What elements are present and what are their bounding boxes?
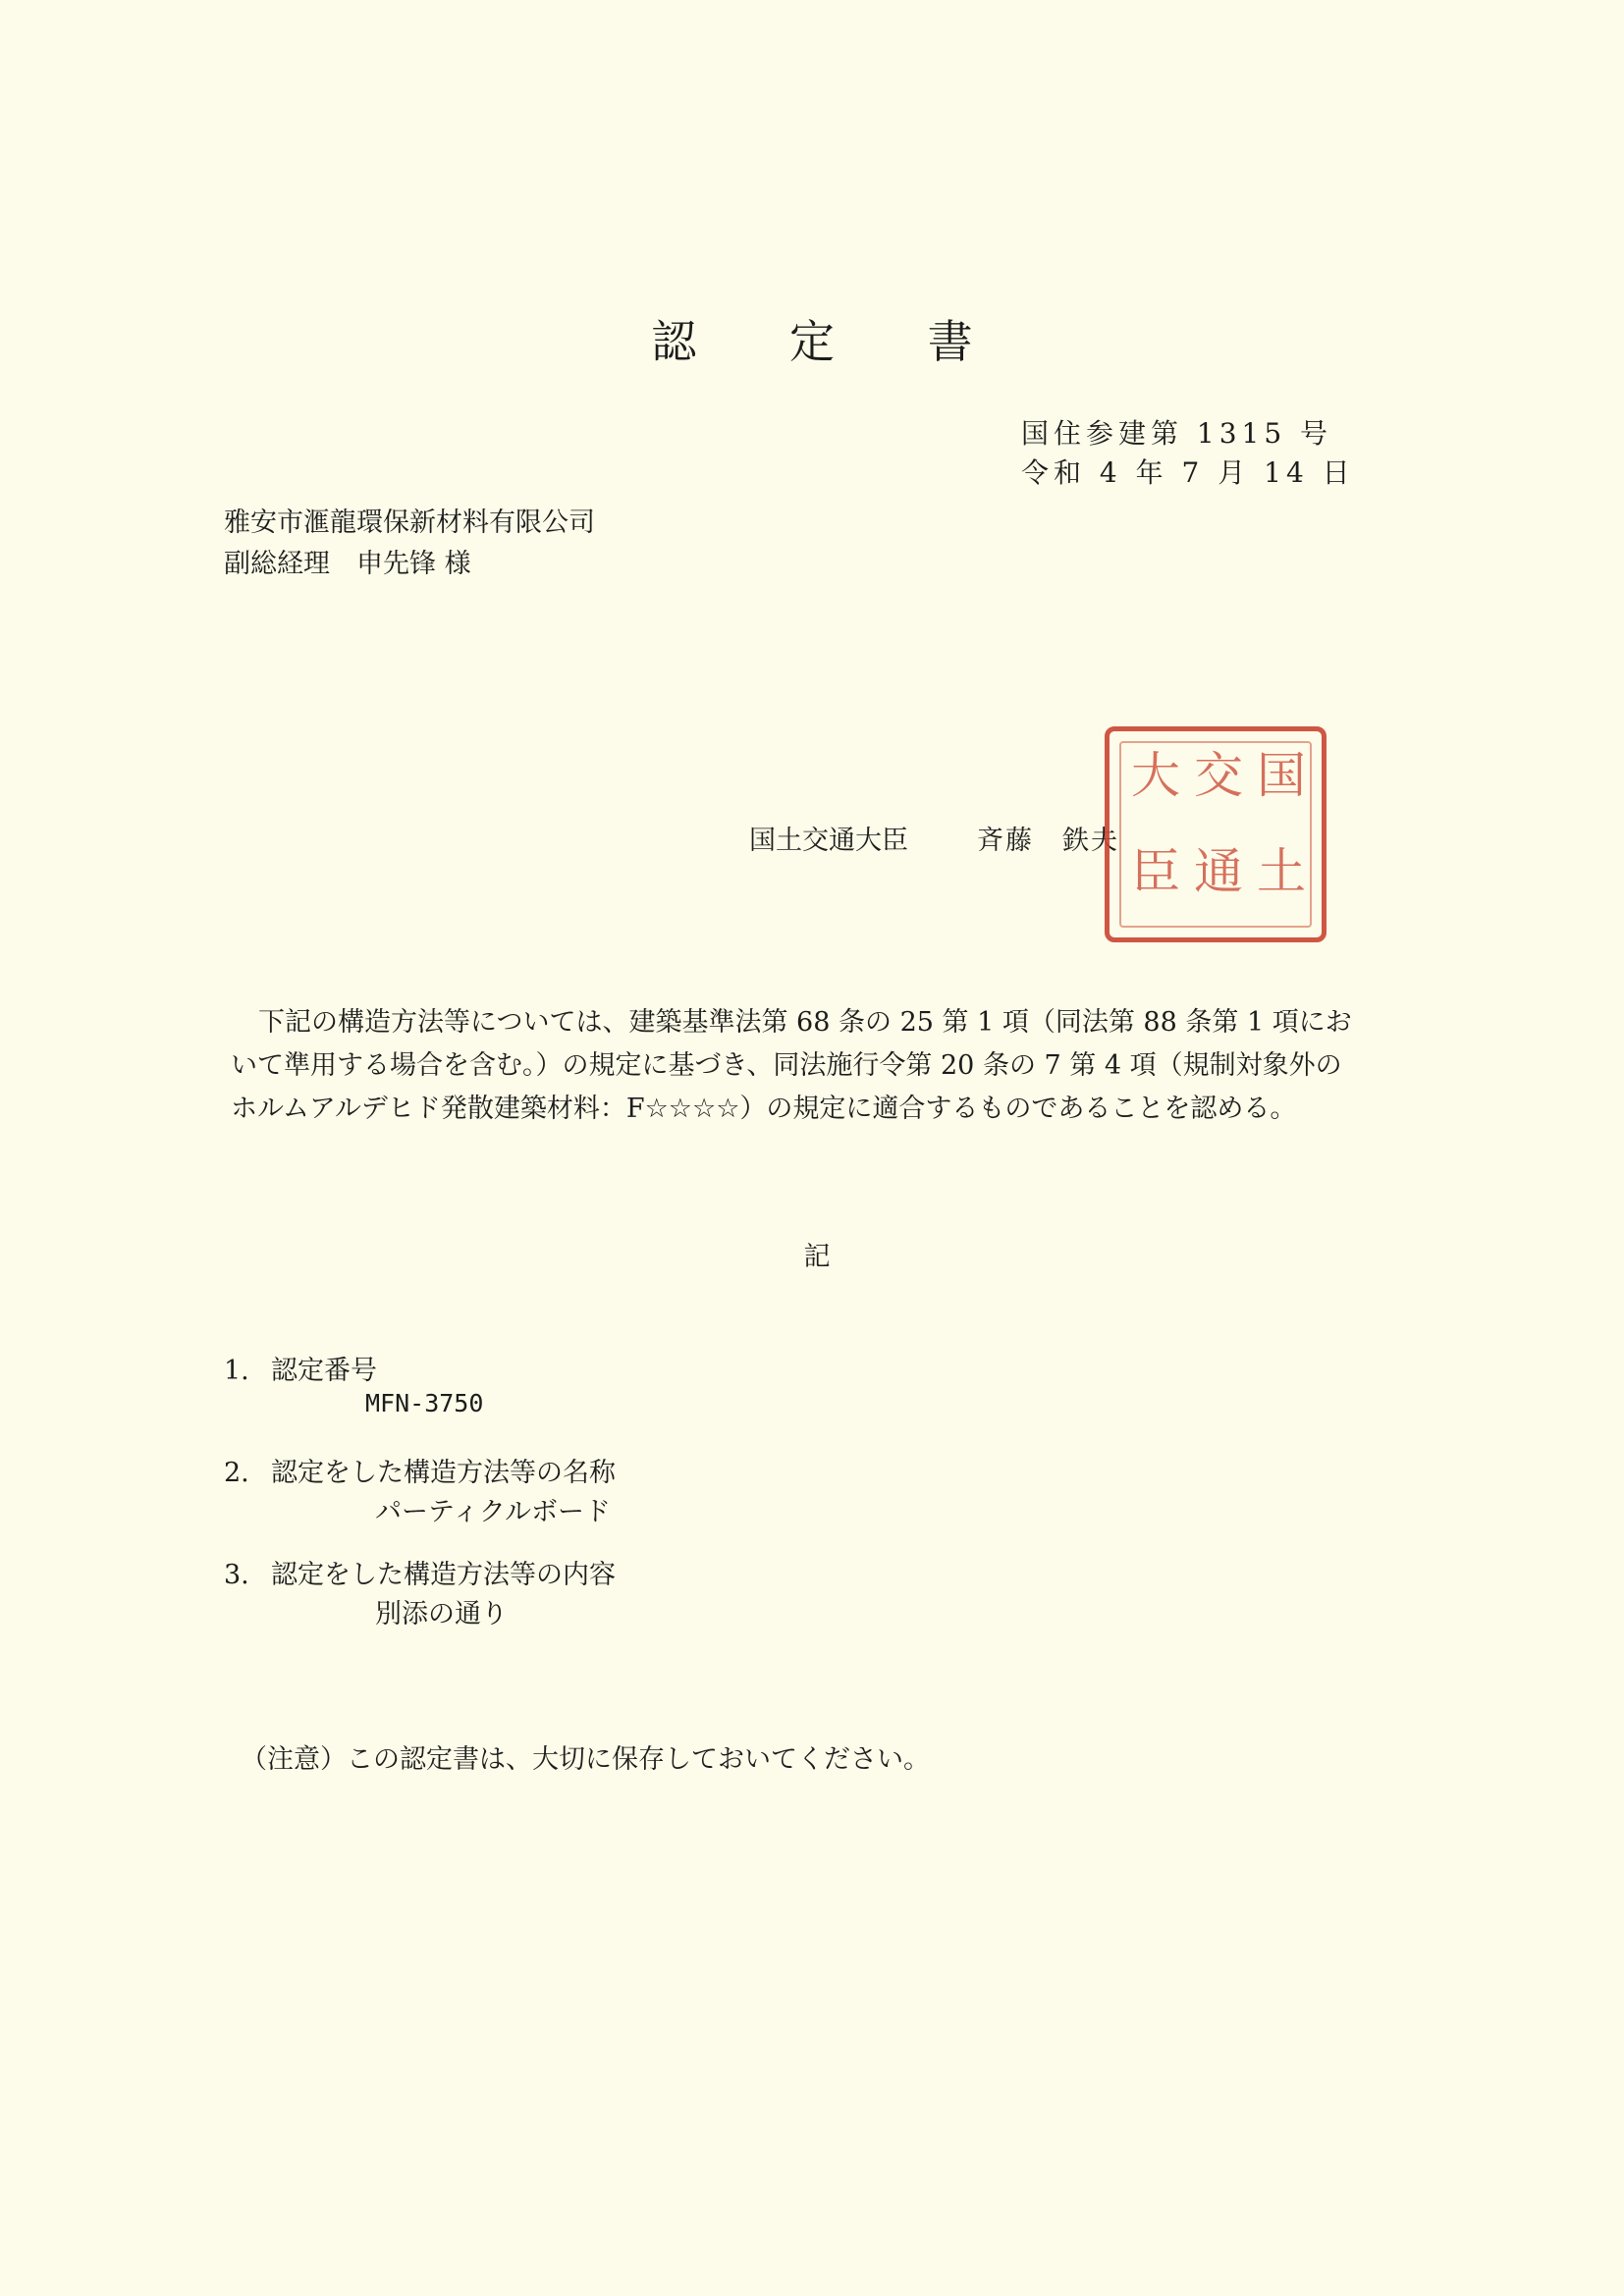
document-date: 令和 4 年 7 月 14 日 xyxy=(1021,456,1355,489)
item-1-value: MFN-3750 xyxy=(365,1389,484,1417)
seal-glyph: 土 xyxy=(1257,843,1306,900)
ki-heading: 記 xyxy=(803,1242,831,1272)
item-number: 1. xyxy=(224,1356,249,1386)
item-number: 2. xyxy=(224,1458,249,1488)
item-label: 認定をした構造方法等の名称 xyxy=(271,1458,616,1488)
document-title: 認 定 書 xyxy=(651,315,1012,368)
issuer-name: 斉藤 鉄夫 xyxy=(977,826,1119,856)
statement-line-2: いて準用する場合を含む。）の規定に基づき、同法施行令第 20 条の 7 第 4 項（規制対象外の xyxy=(231,1050,1342,1081)
item-1-heading xyxy=(224,1349,377,1387)
document-number: 国住参建第 1315 号 xyxy=(1021,417,1333,450)
statement-line-1: 下記の構造方法等については、建築基準法第 68 条の 25 第 1 項（同法第 88 条第 1 項にお xyxy=(258,1007,1352,1038)
recipient-person: 副総経理 申先锋 様 xyxy=(224,549,471,579)
item-3-heading xyxy=(224,1553,616,1591)
seal-glyph: 国 xyxy=(1257,747,1306,804)
item-label: 認定をした構造方法等の内容 xyxy=(271,1560,616,1590)
notice-text: （注意）この認定書は、大切に保存しておいてください。 xyxy=(241,1744,930,1775)
seal-glyph: 交 xyxy=(1194,747,1243,804)
item-number: 3. xyxy=(224,1560,249,1590)
statement-line-3: ホルムアルデヒド発散建築材料：F☆☆☆☆）の規定に適合するものであることを認める。 xyxy=(231,1094,1297,1124)
seal-glyph: 臣 xyxy=(1131,843,1180,900)
seal-glyph: 大 xyxy=(1131,747,1180,804)
item-3-value: 別添の通り xyxy=(375,1599,508,1629)
recipient-company: 雅安市滙龍環保新材料有限公司 xyxy=(224,507,595,538)
item-label: 認定番号 xyxy=(271,1356,377,1386)
official-seal-stamp xyxy=(1105,726,1326,942)
issuer-title: 国土交通大臣 xyxy=(749,826,908,856)
item-2-heading xyxy=(224,1451,616,1489)
certification-statement xyxy=(231,1001,1389,1131)
seal-glyph: 通 xyxy=(1194,843,1243,900)
item-2-value: パーティクルボード xyxy=(375,1497,612,1527)
